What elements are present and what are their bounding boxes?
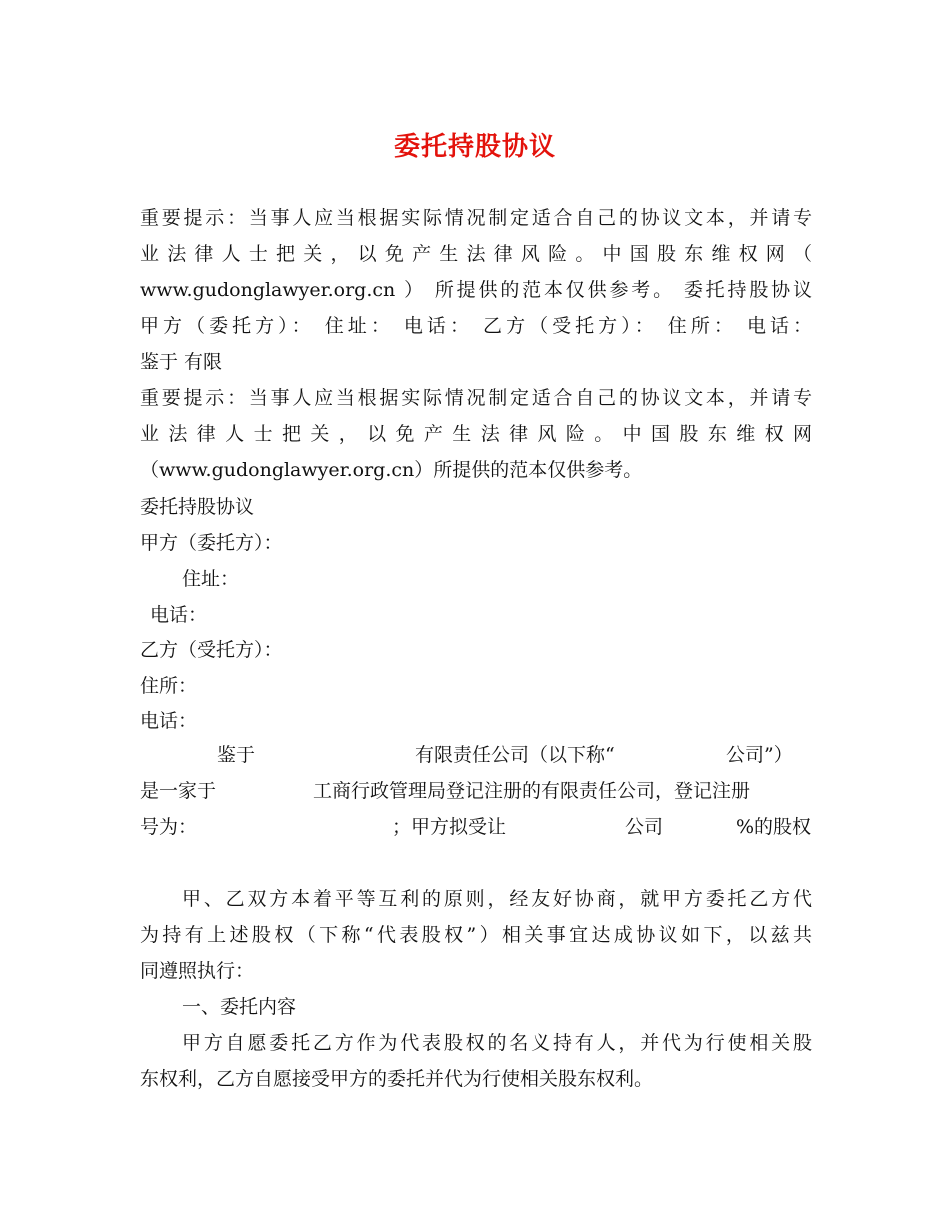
intro-line-1: 重要提示：当事人应当根据实际情况制定适合自己的协议文本，并请专 <box>140 207 812 229</box>
agreement-line-3: 同遵照执行： <box>140 960 255 982</box>
intro-line-2: 业 法 律 人 士 把 关 ， 以 免 产 生 法 律 风 险 。 中 国 股 东 维 权 网 （ <box>140 243 812 265</box>
document-title: 委托持股协议 <box>393 132 556 162</box>
notice-line-1: 重要提示：当事人应当根据实际情况制定适合自己的协议文本，并请专 <box>140 387 812 409</box>
whereas-text: ；甲方拟受让 <box>392 816 507 838</box>
intro-line-3: www.gudonglawyer.org.cn ） 所提供的范本仅供参考。 委托持股协议 <box>140 279 812 301</box>
agreement-line-1: 甲、乙双方本着平等互利的原则，经友好协商，就甲方委托乙方代 <box>182 888 812 910</box>
whereas-text: 有限责任公司（以下称“ <box>415 744 615 766</box>
party-b-label: 乙方（受托方）： <box>140 639 283 661</box>
whereas-text: 号为： <box>140 816 198 838</box>
section-1-line-2: 东权利，乙方自愿接受甲方的委托并代为行使相关股东权利。 <box>140 1068 654 1090</box>
agreement-line-2: 为持有上述股权（下称“代表股权”）相关事宜达成协议如下，以兹共 <box>140 924 812 946</box>
section-1-line-1: 甲方自愿委托乙方作为代表股权的名义持有人，并代为行使相关股 <box>182 1032 812 1054</box>
whereas-line-1 <box>140 742 812 768</box>
address-label: 住址： <box>182 568 240 590</box>
whereas-text: 公司”） <box>726 744 793 766</box>
whereas-text: 公司 <box>625 816 664 838</box>
section-1-title: 一、委托内容 <box>182 996 297 1018</box>
whereas-text: 工商行政管理局登记注册的有限责任公司，登记注册 <box>313 780 751 802</box>
intro-line-4: 甲方（委托方）： 住址： 电话： 乙方（受托方）： 住所： 电话： <box>140 315 812 337</box>
phone-b-label: 电话： <box>140 710 198 732</box>
whereas-text: 鉴于 <box>217 744 256 766</box>
notice-line-2: 业 法 律 人 士 把 关 ， 以 免 产 生 法 律 风 险 。 中 国 股 东 维 权 网 <box>140 423 812 445</box>
party-a-label: 甲方（委托方）： <box>140 532 283 554</box>
notice-line-3: （www.gudonglawyer.org.cn）所提供的范本仅供参考。 <box>140 459 643 481</box>
whereas-line-3 <box>140 814 812 840</box>
intro-line-5: 鉴于 有限 <box>140 351 223 373</box>
whereas-line-2 <box>140 778 812 804</box>
residence-label: 住所： <box>140 675 198 697</box>
whereas-text: 是一家于 <box>140 780 217 802</box>
phone-a-label: 电话： <box>150 604 208 626</box>
whereas-text: %的股权 <box>736 816 812 838</box>
agreement-heading: 委托持股协议 <box>140 496 255 518</box>
